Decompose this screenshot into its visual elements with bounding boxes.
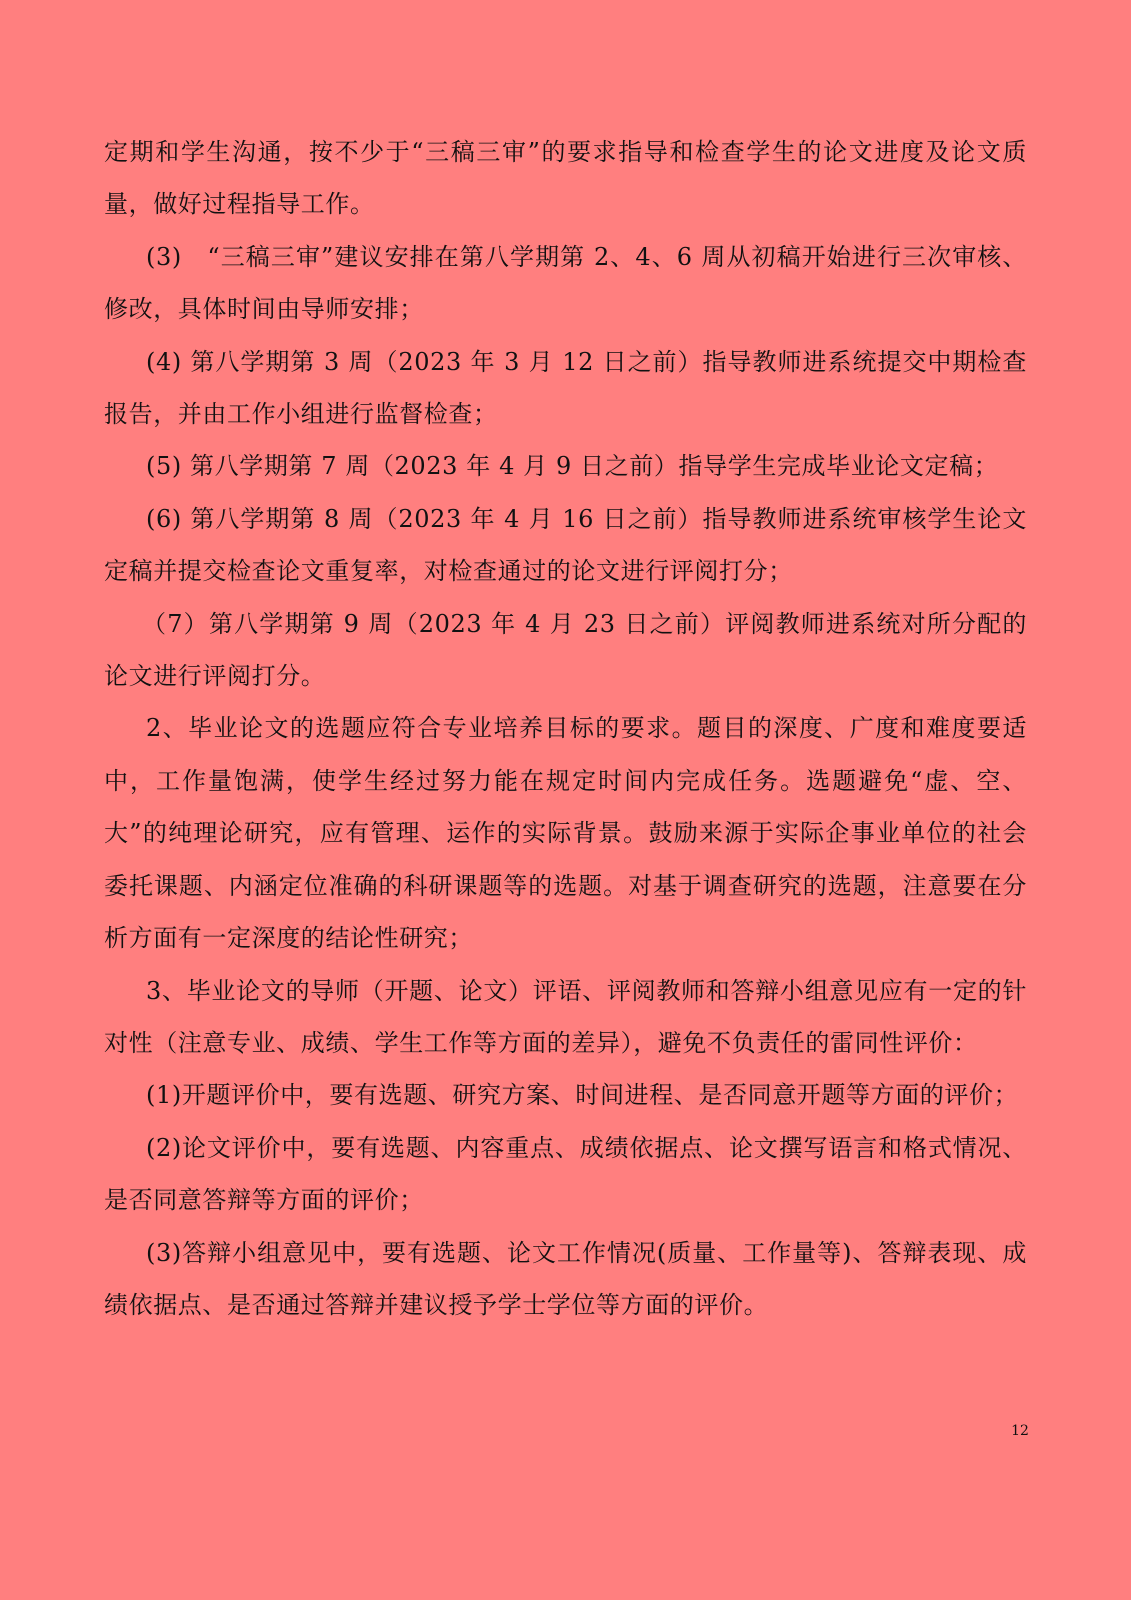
paragraph-section-2: 2、毕业论文的选题应符合专业培养目标的要求。题目的深度、广度和难度要适中，工作量饱满，使学生经过努力能在规定时间内完成任务。选题避免“虚、空、大”的纯理论研究，应有管理、运作的实际背景。鼓励来源于实际企事业单位的社会委托课题、内涵定位准确的科研课题等的选题。对基于调查研究的选题，注意要在分析方面有一定深度的结论性研究；	[104, 714, 1027, 953]
paragraph-subitem-1: (1)开题评价中，要有选题、研究方案、时间进程、是否同意开题等方面的评价；	[146, 1081, 1019, 1110]
paragraph-item-4: (4) 第八学期第 3 周（2023 年 3 月 12 日之前）指导教师进系统提交中期检查报告，并由工作小组进行监督检查；	[104, 347, 1027, 429]
paragraph-item-5: (5) 第八学期第 7 周（2023 年 4 月 9 日之前）指导学生完成毕业论文定稿；	[146, 452, 999, 481]
page-number: 12	[1011, 1423, 1029, 1439]
paragraph-subitem-2: (2)论文评价中，要有选题、内容重点、成绩依据点、论文撰写语言和格式情况、是否同意答辩等方面的评价；	[104, 1133, 1027, 1215]
paragraph-item-7: （7）第八学期第 9 周（2023 年 4 月 23 日之前）评阅教师进系统对所分配的论文进行评阅打分。	[104, 609, 1027, 691]
document-body	[104, 126, 1027, 1331]
paragraph-item-3: (3) “三稿三审”建议安排在第八学期第 2、4、6 周从初稿开始进行三次审核、修改，具体时间由导师安排；	[104, 242, 1027, 324]
paragraph-subitem-3: (3)答辩小组意见中，要有选题、论文工作情况(质量、工作量等)、答辩表现、成绩依据点、是否通过答辩并建议授予学士学位等方面的评价。	[104, 1238, 1027, 1319]
paragraph-section-3: 3、毕业论文的导师（开题、论文）评语、评阅教师和答辩小组意见应有一定的针对性（注意专业、成绩、学生工作等方面的差异），避免不负责任的雷同性评价：	[104, 976, 1027, 1057]
paragraph-continuation: 定期和学生沟通，按不少于“三稿三审”的要求指导和检查学生的论文进度及论文质量，做好过程指导工作。	[104, 138, 1027, 219]
paragraph-item-6: (6) 第八学期第 8 周（2023 年 4 月 16 日之前）指导教师进系统审核学生论文定稿并提交检查论文重复率，对检查通过的论文进行评阅打分；	[104, 504, 1027, 586]
